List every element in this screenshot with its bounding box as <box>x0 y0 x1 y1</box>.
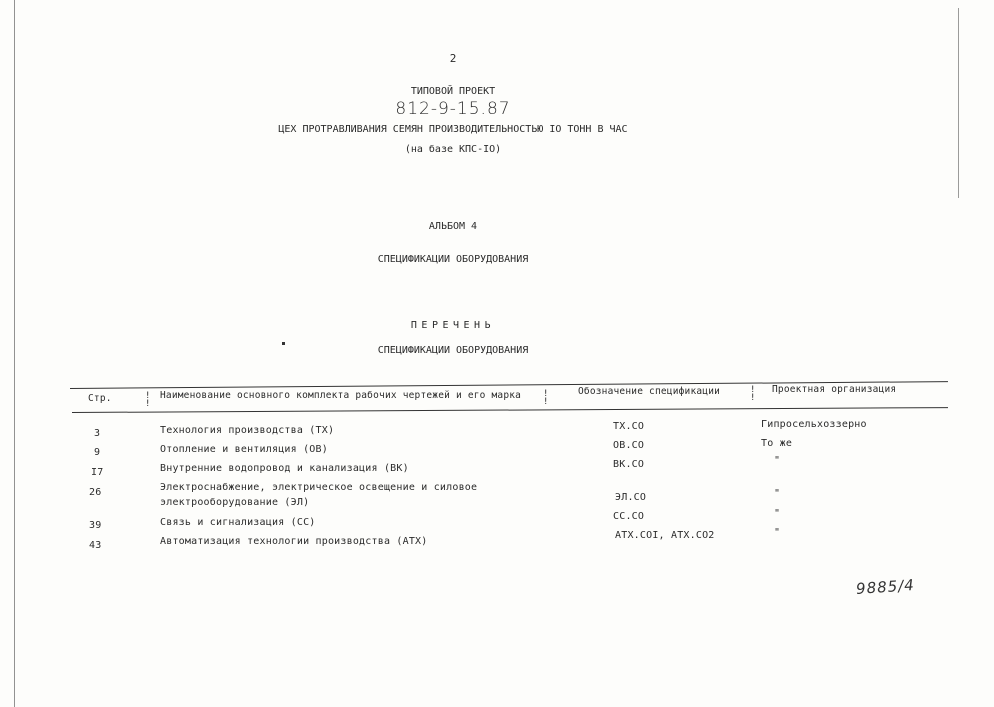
row-page: 43 <box>89 540 102 551</box>
row-page: 9 <box>94 447 101 458</box>
handwritten-note: 9885/4 <box>855 575 916 599</box>
row-spec: ВК.СО <box>613 459 645 470</box>
list-subtitle: СПЕЦИФИКАЦИИ ОБОРУДОВАНИЯ <box>377 345 529 356</box>
header-separator: ! ! <box>750 385 756 403</box>
ink-dot <box>282 342 285 345</box>
row-page: 3 <box>94 428 101 439</box>
row-page: 26 <box>89 487 102 498</box>
header-org: Проектная организация <box>772 384 897 395</box>
page-number: 2 <box>449 52 457 65</box>
project-base: (на базе КПС-IO) <box>404 144 502 155</box>
row-org: " <box>774 527 781 538</box>
row-org: " <box>774 455 781 466</box>
row-name: Автоматизация технологии производства (АТХ) <box>160 536 428 547</box>
row-page: I7 <box>91 467 104 478</box>
table-header-rule <box>72 407 948 413</box>
row-spec: ЭЛ.СО <box>615 492 647 503</box>
header-separator: ! ! <box>543 389 549 407</box>
row-name: Электроснабжение, электрическое освещение и силовое <box>160 482 478 493</box>
project-title: ЦЕХ ПРОТРАВЛИВАНИЯ СЕМЯН ПРОИЗВОДИТЕЛЬНОСТЬЮ IO ТОНН В ЧАС <box>278 124 628 135</box>
row-page: 39 <box>89 520 102 531</box>
row-name: электрооборудование (ЭЛ) <box>160 497 310 508</box>
header-name: Наименование основного комплекта рабочих чертежей и его марка <box>160 390 522 401</box>
scan-right-edge <box>958 8 959 198</box>
header-page: Стр. <box>88 393 112 404</box>
row-name: Внутренние водопровод и канализация (ВК) <box>160 463 409 474</box>
row-org: " <box>774 488 781 499</box>
row-org: " <box>774 508 781 519</box>
list-title: ПЕРЕЧЕНЬ <box>410 320 496 331</box>
row-org: То же <box>761 438 793 449</box>
album-title: АЛЬБОМ 4 <box>428 221 478 232</box>
header-separator: ! ! <box>145 391 151 409</box>
row-name: Связь и сигнализация (СС) <box>160 517 316 528</box>
row-spec: ТХ.СО <box>613 421 645 432</box>
row-spec: ОВ.СО <box>613 440 645 451</box>
row-spec: СС.СО <box>613 511 645 522</box>
project-label: ТИПОВОЙ ПРОЕКТ <box>410 86 496 97</box>
row-name: Технология производства (ТХ) <box>160 425 335 436</box>
row-name: Отопление и вентиляция (ОВ) <box>160 444 328 455</box>
row-spec: АТХ.СОI, АТХ.СО2 <box>615 530 715 541</box>
row-org: Гипросельхоззерно <box>761 419 867 430</box>
project-code: 812-9-15.87 <box>395 99 511 119</box>
header-spec: Обозначение спецификации <box>578 386 721 397</box>
album-subtitle: СПЕЦИФИКАЦИИ ОБОРУДОВАНИЯ <box>377 254 529 265</box>
